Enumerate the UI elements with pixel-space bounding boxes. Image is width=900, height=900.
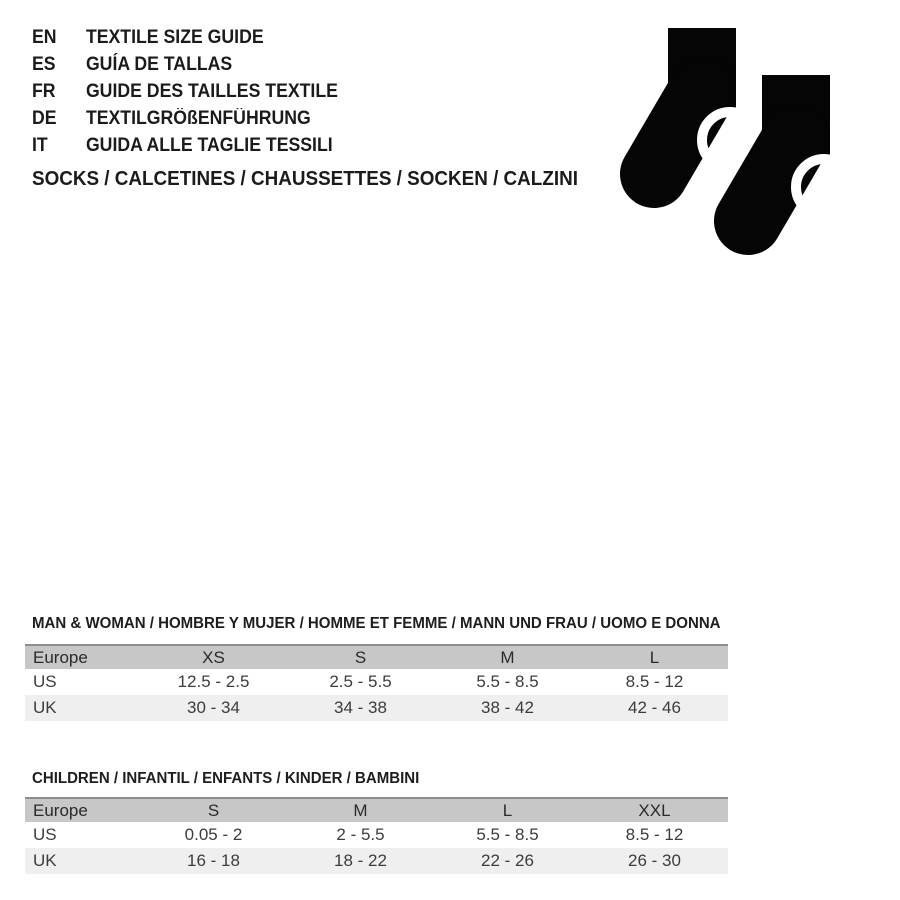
size-value: 26 - 30: [628, 851, 681, 870]
size-table-adults: [25, 644, 728, 721]
size-value: 34 - 38: [334, 698, 387, 717]
language-code: EN: [32, 27, 57, 48]
column-header: XS: [202, 647, 225, 667]
language-code: FR: [32, 81, 56, 102]
language-code: IT: [32, 135, 48, 156]
column-header: M: [353, 800, 368, 820]
table-row-uk: [25, 848, 728, 874]
table-row-us: [25, 822, 728, 848]
language-label: TEXTILGRÖßENFÜHRUNG: [85, 108, 311, 129]
table-row-uk: [25, 695, 728, 721]
size-value: 8.5 - 12: [625, 672, 684, 691]
size-value: 12.5 - 2.5: [177, 672, 250, 691]
table-row-us: [25, 669, 728, 695]
table-header-row: [25, 797, 728, 822]
language-row: [32, 24, 338, 51]
column-header: Europe: [33, 647, 88, 667]
column-header: S: [207, 800, 220, 820]
language-code: ES: [32, 54, 56, 75]
size-value: 2.5 - 5.5: [329, 672, 392, 691]
language-row: [32, 51, 338, 78]
table-title-adults: MAN & WOMAN / HOMBRE Y MUJER / HOMME ET FEMME / MANN UND FRAU / UOMO E DONNA: [32, 615, 721, 632]
column-header: XXL: [638, 800, 671, 820]
size-value: 42 - 46: [628, 698, 681, 717]
size-value: 8.5 - 12: [625, 825, 684, 844]
language-title-block: [32, 24, 361, 159]
column-header: L: [502, 800, 513, 820]
language-label: TEXTILE SIZE GUIDE: [85, 27, 264, 48]
row-label: US: [33, 672, 57, 691]
language-row: [32, 105, 338, 132]
table-title-children: CHILDREN / INFANTIL / ENFANTS / KINDER / BAMBINI: [32, 770, 420, 787]
size-value: 18 - 22: [334, 851, 387, 870]
size-value: 5.5 - 8.5: [476, 825, 539, 844]
column-header: L: [649, 647, 660, 667]
size-value: 0.05 - 2: [184, 825, 243, 844]
language-code: DE: [32, 108, 57, 129]
column-header: M: [500, 647, 515, 667]
size-value: 38 - 42: [481, 698, 534, 717]
socks-icon: [618, 28, 838, 260]
language-row: [32, 78, 338, 105]
column-header: Europe: [33, 800, 88, 820]
size-table-children: [25, 797, 728, 874]
size-value: 5.5 - 8.5: [476, 672, 539, 691]
language-label: GUIDE DES TAILLES TEXTILE: [85, 81, 338, 102]
language-label: GUIDA ALLE TAGLIE TESSILI: [85, 135, 333, 156]
size-value: 30 - 34: [187, 698, 240, 717]
table-header-row: [25, 644, 728, 669]
size-value: 22 - 26: [481, 851, 534, 870]
product-category-line: SOCKS / CALCETINES / CHAUSSETTES / SOCKEN / CALZINI: [32, 167, 578, 190]
size-value: 16 - 18: [187, 851, 240, 870]
language-row: [32, 132, 338, 159]
row-label: UK: [33, 851, 57, 870]
size-value: 2 - 5.5: [336, 825, 385, 844]
row-label: US: [33, 825, 57, 844]
column-header: S: [354, 647, 367, 667]
row-label: UK: [33, 698, 57, 717]
language-label: GUÍA DE TALLAS: [85, 54, 233, 75]
